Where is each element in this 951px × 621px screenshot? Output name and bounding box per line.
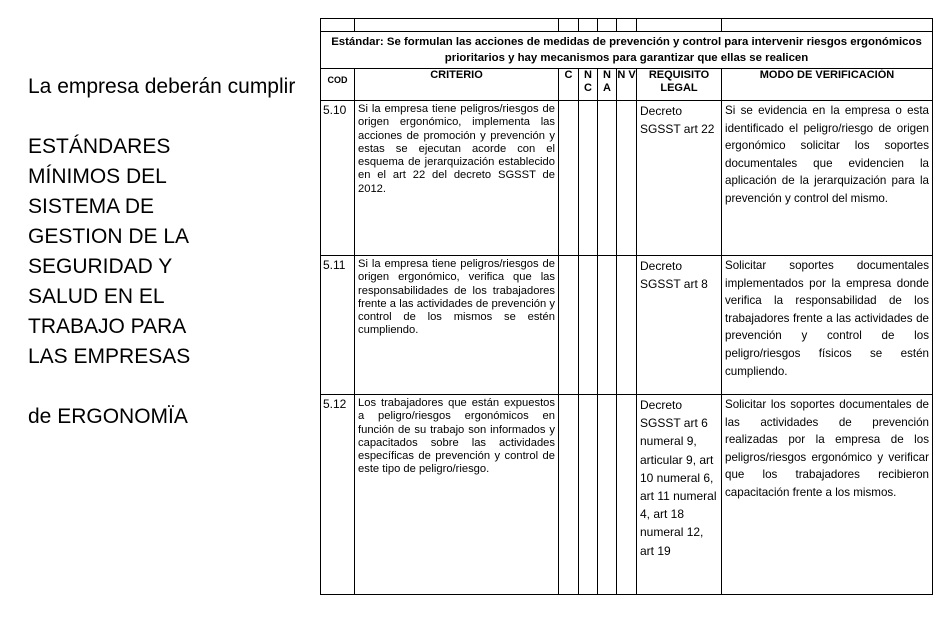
title-line: SISTEMA DE — [28, 195, 155, 218]
title-line: ESTÁNDARES — [28, 135, 171, 158]
check-nv — [617, 395, 637, 595]
title-line: LAS EMPRESAS — [28, 345, 191, 368]
check-nc — [579, 256, 598, 395]
check-c — [559, 395, 579, 595]
table-row — [321, 256, 933, 395]
topic-text: de ERGONOMÏA — [28, 405, 188, 428]
check-na — [598, 101, 617, 256]
left-panel — [28, 72, 298, 432]
title-line: TRABAJO PARA — [28, 315, 187, 338]
title-line: GESTION DE LA — [28, 225, 190, 248]
row-cod: 5.10 — [321, 101, 355, 256]
row-criterio: Si la empresa tiene peligros/riesgos de origen ergonómico, verifica que las responsabilidades de los trabajadores frente a las actividades de prevención y control de los mismos se estén cumpliendo. — [355, 256, 559, 395]
check-nv — [617, 101, 637, 256]
check-nc — [579, 101, 598, 256]
table-row — [321, 395, 933, 595]
title-line: MÍNIMOS DEL — [28, 165, 167, 188]
row-requisito: Decreto SGSST art 22 — [637, 101, 722, 256]
check-c — [559, 101, 579, 256]
header-modo: MODO DE VERIFICACIÓN — [722, 69, 933, 101]
check-na — [598, 395, 617, 595]
header-criterio: CRITERIO — [355, 69, 559, 101]
row-requisito: Decreto SGSST art 8 — [637, 256, 722, 395]
header-requisito: REQUISITO LEGAL — [637, 69, 722, 101]
intro-text: La empresa deberán cumplir — [28, 75, 296, 98]
standard-row — [321, 32, 933, 69]
header-nc: N C — [579, 69, 598, 101]
header-na: N A — [598, 69, 617, 101]
header-cod: COD — [321, 69, 355, 101]
row-criterio: Los trabajadores que están expuestos a peligro/riesgos ergonómicos en función de su trabajo son informados y capacitados sobre las actividades específicas de prevención y control de este tipo de peligro/riesgo. — [355, 395, 559, 595]
row-modo: Solicitar soportes documentales implementados por la empresa donde verifica la responsabilidad de los trabajadores frente a las actividades de prevención y control de los peligro/riesgos físicos se estén cumpliendo. — [722, 256, 933, 395]
title-line: SALUD EN EL — [28, 285, 165, 308]
title-line: SEGURIDAD Y — [28, 255, 173, 278]
row-modo: Solicitar los soportes documentales de las actividades de prevención realizadas por la empresa de los peligros/riesgos ergonómico y verificar que los trabajadores recibieron capacitación frente a los mismos. — [722, 395, 933, 595]
row-cod: 5.12 — [321, 395, 355, 595]
standards-document — [320, 18, 932, 598]
header-c: C — [559, 69, 579, 101]
standard-text: Estándar: Se formulan las acciones de medidas de prevención y control para intervenir riesgos ergonómicos prioritarios y hay mecanismos para garantizar que ellas se realicen — [321, 32, 933, 69]
header-nv: N V — [617, 69, 637, 101]
table-top-stub — [321, 19, 933, 32]
check-nv — [617, 256, 637, 395]
check-nc — [579, 395, 598, 595]
check-na — [598, 256, 617, 395]
standards-table — [320, 18, 933, 595]
row-modo: Si se evidencia en la empresa o esta identificado el peligro/riesgo de origen ergonómico solicitar los soportes documentales que evidencien la aplicación de la jerarquización para la prevención y control del mismo. — [722, 101, 933, 256]
row-requisito: Decreto SGSST art 6 numeral 9, articular 9, art 10 numeral 6, art 11 numeral 4, art 18 numeral 12, art 19 — [637, 395, 722, 595]
table-row — [321, 101, 933, 256]
row-criterio: Si la empresa tiene peligros/riesgos de origen ergonómico, implementa las acciones de promoción y prevención y estas se ejecutan acorde con el esquema de jerarquización establecido en el art 22 del decreto SGSST de 2012. — [355, 101, 559, 256]
row-cod: 5.11 — [321, 256, 355, 395]
header-row — [321, 69, 933, 101]
check-c — [559, 256, 579, 395]
